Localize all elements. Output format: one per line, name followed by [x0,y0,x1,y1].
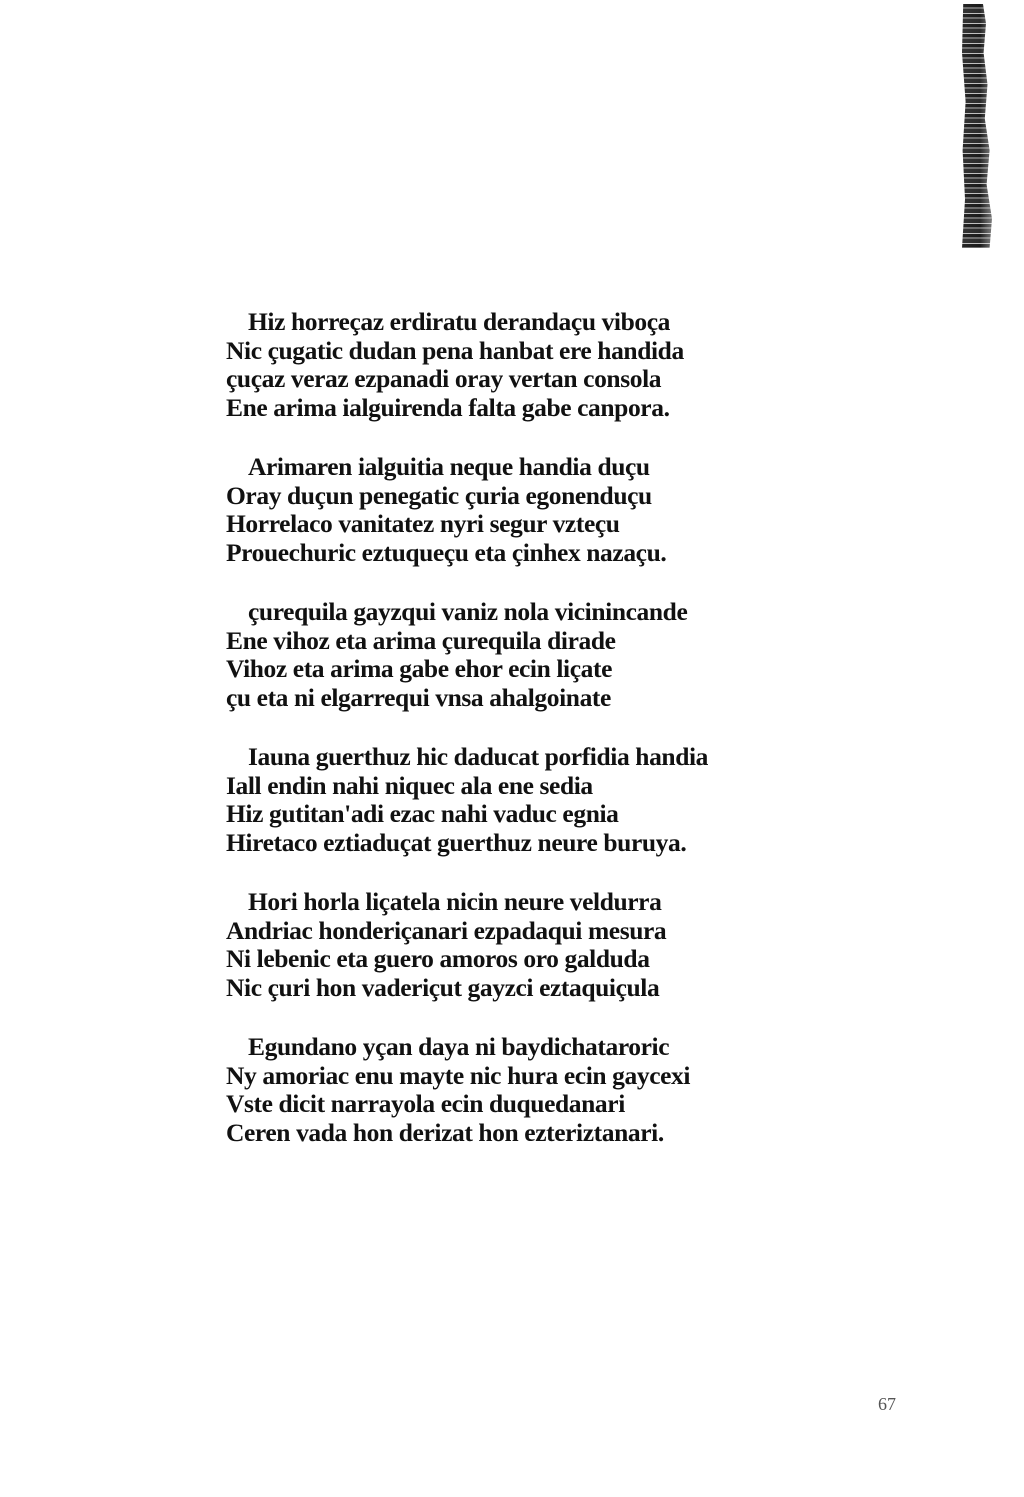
scanned-page-edge [962,4,992,248]
poem-body [226,308,766,1178]
stanza-1 [226,308,766,422]
verse-line: Hiretaco eztiaduçat guerthuz neure buruya. [226,827,687,857]
verse-line: Iall endin nahi niquec ala ene sedia [226,770,593,800]
verse-line: Nic çuri hon vaderiçut gayzci eztaquiçula [226,972,660,1002]
verse-line: Oray duçun penegatic çuria egonenduçu [226,480,652,510]
verse-line: Prouechuric eztuqueçu eta çinhex nazaçu. [226,537,667,567]
verse-line: Vste dicit narrayola ecin duquedanari [226,1089,625,1118]
verse-line: Ceren vada hon derizat hon ezteriztanari. [226,1117,664,1147]
verse-line: Ene vihoz eta arima çurequila dirade [226,625,616,655]
verse-line: Ny amoriac enu mayte nic hura ecin gaycexi [226,1060,691,1090]
verse-line: Andriac honderiçanari ezpadaqui mesura [226,915,667,945]
verse-line: çu eta ni elgarrequi vnsa ahalgoinate [226,682,611,712]
verse-line: Horrelaco vanitatez nyri segur vzteçu [226,509,620,538]
stanza-5 [226,888,766,1002]
stanza-2 [226,453,766,567]
verse-line: Ene arima ialguirenda falta gabe canpora. [226,392,670,422]
verse-line: Hori horla liçatela nicin neure veldurra [248,887,662,916]
stanza-3 [226,598,766,712]
verse-line: Arimaren ialguitia neque handia duçu [248,452,650,481]
verse-line: çurequila gayzqui vaniz nola vicinincande [248,597,688,626]
verse-line: çuçaz veraz ezpanadi oray vertan consola [226,364,662,393]
verse-line: Hiz horreçaz erdiratu derandaçu viboça [248,307,671,336]
verse-line: Ni lebenic eta guero amoros oro galduda [226,944,650,973]
verse-line: Egundano yçan daya ni baydichataroric [248,1032,670,1061]
stanza-6 [226,1033,766,1147]
verse-line: Hiz gutitan'adi ezac nahi vaduc egnia [226,799,619,828]
verse-line: Vihoz eta arima gabe ehor ecin liçate [226,654,613,683]
page-number: 67 [878,1394,896,1414]
verse-line: Nic çugatic dudan pena hanbat ere handida [226,335,684,365]
stanza-4 [226,743,766,857]
verse-line: Iauna guerthuz hic daducat porfidia handia [248,742,709,771]
